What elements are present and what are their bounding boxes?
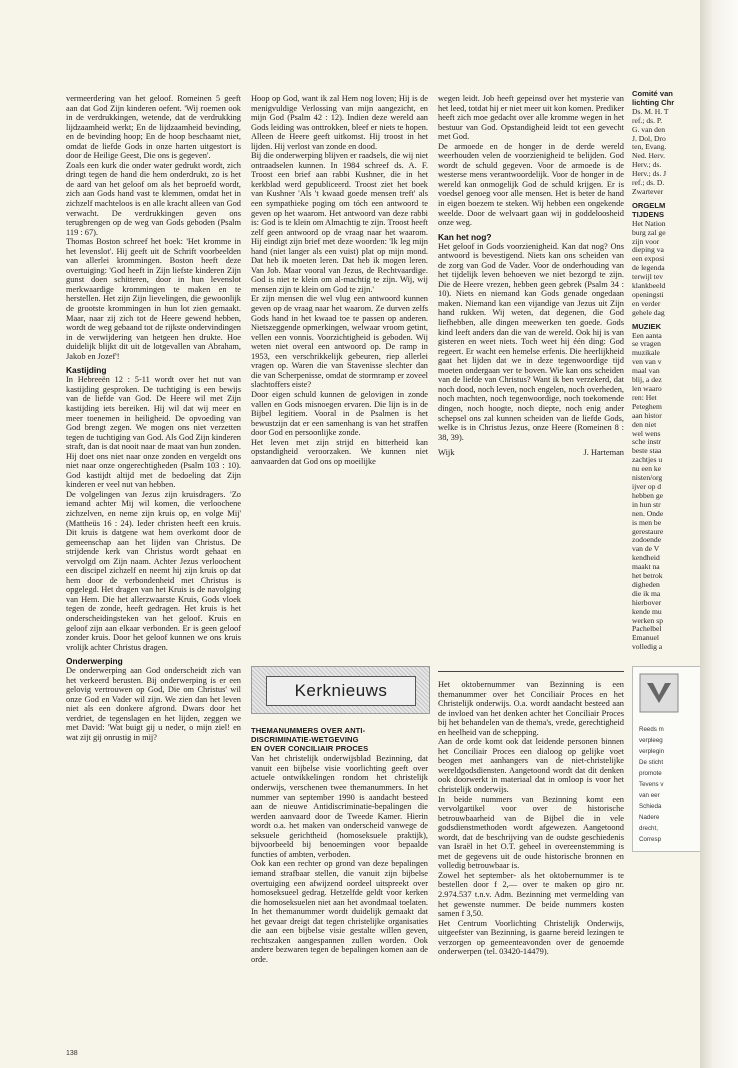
section-divider	[438, 671, 624, 672]
page-gutter	[700, 0, 738, 1068]
subheading-onderwerping: Onderwerping	[66, 656, 123, 667]
paragraph: Van het christelijk onderwijsblad Bezinning, dat vanuit een bijbelse visie voorlichting geeft over actuele ontwikkelingen rondom het christelijk onderwijs, verschenen twee themanummers. In het nummer van september 1990 is aandacht besteed aan de nieuwe Antidiscriminatie-bepalingen die werden aanvaard door de Tweede Kamer. Hierin wordt o.a. het maken van onderscheid vanwege de seksuele gerichtheid (homoseksuele praktijk), bijvoorbeeld bij benoemingen voor bepaalde functies of ambten, verboden.	[251, 754, 428, 859]
cropped-line: Peteghem	[632, 401, 662, 411]
cropped-heading: ORGELM	[632, 200, 666, 210]
cropped-line: nisten/org	[632, 473, 663, 483]
page-number: 138	[66, 1050, 78, 1057]
paragraph: vermeerdering van het geloof. Romeinen 5 geeft aan dat God Zijn kinderen oefent. 'Wij roemen ook in de verdrukkingen, wetende, dat de verdrukking lijdzaamheid werkt; En de lijdzaamheid bevinding, en de bevinding hoop; En de hoop beschaamt niet, omdat de liefde Gods in onze harten uitgestort is door de Heilige Geest, Die ons is gegeven'.	[66, 94, 241, 161]
cropped-line: aan histor	[632, 410, 662, 420]
paragraph: Ook kan een rechter op grond van deze bepalingen iemand strafbaar stellen, die vanuit zijn bijbelse overtuiging een afwijzend oordeel uitspreekt over homoseksueel gedrag. Hetzelfde geldt voor kerken die homoseksuelen niet aan het avondmaal toelaten. In het themanummer wordt duidelijk gemaakt dat het gevaar dreigt dat tegen christelijke organisaties die aan een bijbelse visie gestalte willen geven, rechtszaken aangespannen zullen worden. Ook andere bezwaren tegen de bepalingen komen aan de orde.	[251, 859, 428, 964]
signature-place: Wijk	[438, 448, 455, 458]
cropped-line: ref.; ds. P.	[632, 115, 663, 125]
cropped-line: gerestaure	[632, 526, 664, 536]
cropped-line: die ik ma	[632, 588, 661, 598]
cropped-line: muzikale	[632, 348, 660, 358]
paragraph: Het oktobernummer van Bezinning is een themanummer over het Conciliair Proces en het Christelijk onderwijs. O.a. wordt aandacht besteed aan de invloed van het denken achter het Conciliair Proces bij het behandelen van de thema's, vrede, gerechtigheid en heelheid van de schepping.	[438, 680, 624, 737]
advertisement-box	[632, 666, 702, 852]
paragraph: In Hebreeën 12 : 5-11 wordt over het nut van kastijding gesproken. De tuchtiging is een bewijs van de liefde van God. De Heere wil met Zijn kastijding iets bereiken. Hij wil dat wij meer en meer toenemen in heiligheid. De opvoeding van God brengt zegen. We mogen ons niet verzetten tegen de tuchtiging van God. Als God Zijn kinderen straft, dan is dat nooit naar de maat van hun zonden. Hij doet ons niet naar onze zonden en vergeldt ons niet naar onze ongerechtigheden (Psalm 103 : 10). God kastijdt altijd met de bedoeling dat Zijn kinderen er veel nut van hebben.	[66, 375, 241, 490]
cropped-line: Emanuel	[632, 633, 659, 643]
cropped-line: is men be	[632, 517, 662, 527]
cropped-line: nen. Onde	[632, 508, 664, 518]
signature-author: J. Harteman	[583, 448, 624, 458]
paragraph: Bij die onderwerping blijven er raadsels, die wij niet ontraadselen kunnen. In 1984 schreef ds. A. F. Troost een brief aan rabbi Kushner, die in het kerkblad werd gepubliceerd. Troost ziet het boek van Kushner 'Als 't kwaad goede mensen treft' als een sympathieke poging om tóch een antwoord te geven op het waarom. Het antwoord van deze rabbi is: God is te klein om Almachtig te zijn. Troost heeft zelf geen antwoord op de vraag naar het waarom. Hij eindigt zijn brief met deze woorden: 'Ik leg mijn hand (niet langer als een vuist) plat op mijn mond. Dat heb ik moeten leren. Dat heb ik mogen leren. Van Job. Maar vooral van Jezus, de Rechtvaardige. God is niet te klein om al-machtig te zijn. Wij, wij mensen zijn te klein om God te zijn.'	[251, 151, 428, 294]
cropped-line: openingsti	[632, 289, 664, 299]
cropped-line: kendheid	[632, 553, 660, 563]
cropped-heading: MUZIEK	[632, 321, 662, 331]
headline-line: DISCRIMINATIE-WETGEVING	[251, 734, 359, 744]
cropped-line: van de V	[632, 544, 660, 554]
author-signature	[438, 448, 624, 458]
cropped-line: terwijl tev	[632, 272, 663, 282]
cropped-line: ref.; ds. D.	[632, 178, 665, 188]
article-column-3	[438, 94, 624, 654]
cropped-line: klankbeeld	[632, 281, 666, 291]
paragraph: De armoede en de honger in de derde wereld weerhouden velen de voorzienigheid te belijden. God wordt de schuld gegeven. Voor de armoede is de westerse mens verantwoordelijk. Voor de honger in de wereld kan onmogelijk God de schuld krijgen. Er is voedsel genoeg voor alle mensen. Het is beter de hand in eigen boezem te steken. Wij hebben een ongekende weelde. Door de welvaart gaan wij in goddeloosheid onze weg.	[438, 141, 624, 228]
cropped-text-block	[632, 220, 702, 318]
kerknieuws-column-2	[438, 680, 624, 1054]
headline-line: THEMANUMMERS OVER ANTI-	[251, 726, 366, 735]
cropped-line: zodoende	[632, 535, 662, 545]
paragraph: In beide nummers van Bezinning komt een vervolgartikel voor over de historische betrouwbaarheid van de Bijbel die in vele godsdienstmethoden wordt afgewezen. Aangetoond wordt, dat de beschrijving van de oudste geschiedenis van Israël in het O.T. geheel in overeenstemming is met de gegevens uit de oude historische bronnen en volledig betrouwbaar is.	[438, 794, 624, 871]
paragraph: Zowel het september- als het oktobernummer is te bestellen door f 2,— over te maken op giro nr. 2.974.537 t.n.v. Adm. Bezinning met vermelding van het gewenste nummer. De beide nummers kosten samen f 3,50.	[438, 870, 624, 919]
paragraph: Het Centrum Voorlichting Christelijk Onderwijs, uitgeefster van Bezinning, is gaarne bereid lezingen te verzorgen op gemeenteavonden over de genoemde onderwerpen (tel. 03420-14479).	[438, 918, 624, 957]
cropped-line: nu een ke	[632, 464, 662, 474]
cropped-line: van eer	[639, 792, 660, 800]
cropped-line: verplegin	[639, 748, 665, 756]
article-column-1	[66, 94, 241, 1044]
cropped-line: ven van v	[632, 357, 662, 367]
cropped-line: wel wens	[632, 428, 661, 438]
paragraph: De onderwerping aan God onderscheidt zich van het verkeerd berusten. Bij onderwerping is er een gelovig vertrouwen op God, Die om Christus' wil onze God en Vader wil zijn. We zien dan het leven niet als een donkere afgrond. Dwars door het verdriet, de tegenslagen en het lijden, zeggen we met David: 'Wat buigt gij u neder, o mijn ziel! en wat zijt gij onrustig in mij?	[66, 666, 241, 742]
article-column-2	[251, 94, 428, 654]
cropped-line: Comité van	[632, 90, 673, 98]
cropped-line: den niet	[632, 419, 657, 429]
paragraph: De volgelingen van Jezus zijn kruisdragers. 'Zo iemand achter Mij wil komen, die verloochene zichzelven, en neme zijn kruis op, en volge Mij' (Mattheüs 16 : 24). Ieder christen heeft een kruis. Dit kruis is datgene wat hem overkomt door de gemeenschap aan het lijden van Christus. De strijdende kerk van Christus wordt gehaat en vervolgd om Zijn naam. Achter Jezus verloochent een discipel zichzelf en neemt hij zijn kruis op dat hem door de verbondenheid met Christus is opgelegd. Het dragen van het Kruis is de navolging van Hem. Die het allerzwaarste Kruis, Gods vloek tegen de zonde, heeft gedragen. Het kruis is het onderscheidingsteken van het geloof. Kruis en geloof zijn aan elkaar verbonden. Er is geen geloof zonder kruis. Door het geloof kunnen we ons kruis vrolijk achter Christus dragen.	[66, 489, 241, 652]
cropped-line: Ds. M. H. T	[632, 106, 669, 116]
cropped-line: de legenda	[632, 263, 665, 273]
paragraph: Het geloof in Gods voorzienigheid. Kan dat nog? Ons antwoord is bevestigend. Niets kan ons scheiden van de zorg van God de Vader. Voor de onderhouding van het tijdelijk leven behoeven we niet bezorgd te zijn. Die de Heere vrezen, hebben geen gebrek (Psalm 34 : 10). Niets en niemand kan Gods genade ongedaan maken. Niemand kan een vijandige van Jezus uit Zijn hand rukken. Wij weten, dat degenen, die God liefhebben, alle dingen meewerken ten goede. Gods kind leeft anders dan die van de wereld. Ook hij is van gisteren en weet niets. Toch weet hij één ding: God regeert. Er wacht een hemelse erfenis. Die heerlijkheid gaat het lijden dat we in deze tegenwoordige tijd moeten ondergaan ver te boven. Wie kan ons scheiden van de liefde van Christus? Want ik ben verzekerd, dat noch dood, noch leven, noch engelen, noch overheden, noch machten, noch tegenwoordige, noch toekomende dingen, noch hoogte, noch diepte, noch enig ander schepsel ons zal kunnen scheiden van de liefde Gods, welke is in Christus Jezus, onze Heere (Romeinen 8 : 38, 39).	[438, 241, 624, 442]
cropped-line: digheden	[632, 579, 660, 589]
paragraph: wegen leidt. Job heeft gepeinsd over het mysterie van het leed, totdat hij er niet meer uit kon komen. Prediker heeft zich moe gedacht over alle kromme wegen in het bestuur van God. Opstandigheid leidt tot een gevecht met God.	[438, 94, 624, 142]
ad-text	[639, 726, 702, 844]
cropped-line: lichting Chr	[632, 97, 675, 107]
cropped-line: Herv.; ds. J	[632, 169, 667, 179]
banner-title: Kerknieuws	[266, 676, 416, 706]
cropped-line: drecht,	[639, 825, 658, 833]
cropped-line: De sticht	[639, 759, 664, 767]
cropped-line: blij, a dez	[632, 375, 662, 385]
cropped-line: ren: Het	[632, 392, 657, 402]
cropped-line: ijver op d	[632, 481, 662, 491]
cropped-line: het betrok	[632, 571, 663, 581]
cropped-line: Tevens v	[639, 781, 664, 789]
kerknieuws-banner	[251, 666, 430, 714]
news-headline	[251, 727, 428, 753]
cropped-line: Herv.; ds.	[632, 160, 662, 170]
paragraph: Zoals een kurk die onder water gedrukt wordt, zich dringt tegen de hand die hem onderdrukt, zo is het de aard van het geloof om als het beproefd wordt, zich aan Gods hand vast te klemmen, omdat het in zichzelf machteloos is en alle kracht alleen van God verwacht. De verdrukkingen geven ons terugbrengen op de weg van Gods geboden (Psalm 119 : 67).	[66, 160, 241, 237]
cropped-line: Een aanta	[632, 330, 662, 340]
cropped-line: zijn voor	[632, 236, 660, 246]
cropped-heading: TIJDENS	[632, 209, 665, 219]
cropped-line: beste staa	[632, 446, 662, 456]
cropped-line: Corresp	[639, 836, 662, 844]
cropped-line: in hun str	[632, 499, 661, 509]
cropped-line: maakt na	[632, 562, 660, 572]
cropped-line: G. van den	[632, 124, 666, 134]
cropped-line: Schieda	[639, 803, 662, 811]
adjacent-page-column	[632, 90, 702, 1050]
cropped-line: len waaro	[632, 384, 662, 393]
cropped-line: ten, Evang.	[632, 142, 667, 152]
cropped-line: burg zal ge	[632, 227, 666, 237]
cropped-text-block	[632, 332, 702, 653]
cropped-line: Zwartever	[632, 186, 664, 196]
cropped-line: een exposi	[632, 254, 665, 264]
cropped-line: maal van	[632, 366, 660, 376]
cropped-line: promote	[639, 770, 662, 778]
cropped-line: Reeds m	[639, 726, 664, 734]
headline-line: EN OVER CONCILIAIR PROCES	[251, 743, 369, 753]
cropped-line: hierbover	[632, 597, 662, 607]
cropped-line: Nadere	[639, 814, 660, 822]
cropped-line: se vragen	[632, 339, 661, 349]
cropped-line: Pachelbel	[632, 624, 662, 634]
cropped-line: hebben ge	[632, 490, 663, 500]
cropped-line: J. Dol, Dro	[632, 133, 666, 143]
paragraph: Aan de orde komt ook dat leidende personen binnen het Conciliair Proces een dialoog op gelijke voet beogen met aanhangers van de niet-christelijke wereldgodsdiensten. Aangetoond wordt dat dit denken ook doorwerkt in materiaal dat in omloop is voor het christelijk onderwijs.	[438, 737, 624, 795]
cropped-line: dieping va	[632, 245, 664, 255]
cropped-line: kende mu	[632, 606, 662, 616]
subheading-kan-het-nog: Kan het nog?	[438, 231, 492, 242]
cropped-line: Ned. Herv.	[632, 151, 666, 161]
paragraph: Er zijn mensen die wel vlug een antwoord kunnen geven op de vraag naar het waarom. Ze durven zelfs Gods hand in het kwaad toe te passen op anderen. Nietszeggende opmerkingen, welwaar vroom getint, vellen een vonnis. Voorzichtigheid is geboden. Wij weten niet overal een antwoord op. De ramp in 1953, een verschrikkelijk gebeuren, riep allerlei vragen op. Waren die van Stavenisse slechter dan die van Scherpenisse, omdat de stormramp er zoveel slachtoffers eiste?	[251, 294, 428, 390]
paragraph: Het leven met zijn strijd en bitterheid kan opstandigheid veroorzaken. We kunnen niet aanvaarden dat God ons op moeilijke	[251, 437, 428, 466]
cropped-line: en verder	[632, 298, 661, 308]
cropped-line: werken sp	[632, 615, 663, 625]
cropped-line: Het Nation	[632, 218, 666, 228]
cropped-line: verpleeg	[639, 737, 663, 745]
kerknieuws-column-1	[251, 724, 428, 1054]
cropped-line: sche instr	[632, 437, 661, 447]
cropped-line: volledig a	[632, 642, 663, 652]
cropped-line: zachtjes u	[632, 455, 663, 465]
paragraph: Hoop op God, want ik zal Hem nog loven; Hij is de menigvuldige Verlossing van mijn aangezicht, en mijn God (Psalm 42 : 12). Indien deze wereld aan Gods leiding was onttrokken, bleef er niets te hopen. Alleen de Heere geeft uitkomst. Hij troost in het lijden. Hij verlost van zonde en dood.	[251, 94, 428, 151]
subheading-kastijding: Kastijding	[66, 365, 107, 376]
paragraph: Thomas Boston schreef het boek: 'Het kromme in het levenslot'. Hij geeft uit de Schrift voorbeelden van allerlei krommingen. Boston heeft deze overtuiging: 'God heeft in Zijn liefste kinderen Zijn gunst doen schitteren, door in hun levenslot merkwaardige krommingen te maken en te herstellen. Het zijn Zijn lievelingen, die gewoonlijk de grootste krommingen in hun lot zien gemaakt. Maar, naar zij zich tot de Heere gewend hebben, wordt de weg gebaand tot de rijkste ondervindingen in de verwijdering van hetgeen hen drukte. Hoe duidelijk blijkt dit uit de lotgevallen van Abraham, Jakob en Jozef'!	[66, 237, 241, 361]
logo-icon	[639, 673, 679, 713]
cropped-line: gehele dag	[632, 307, 665, 317]
cropped-text-block	[632, 90, 702, 197]
paragraph: Door eigen schuld kunnen de gelovigen in zonde vallen en Gods misnoegen ervaren. Die lijn is in de Bijbel legitiem. Vooral in de Psalmen is het bewustzijn dat er een samenhang is van het straffen door God en persoonlijke zonde.	[251, 389, 428, 438]
